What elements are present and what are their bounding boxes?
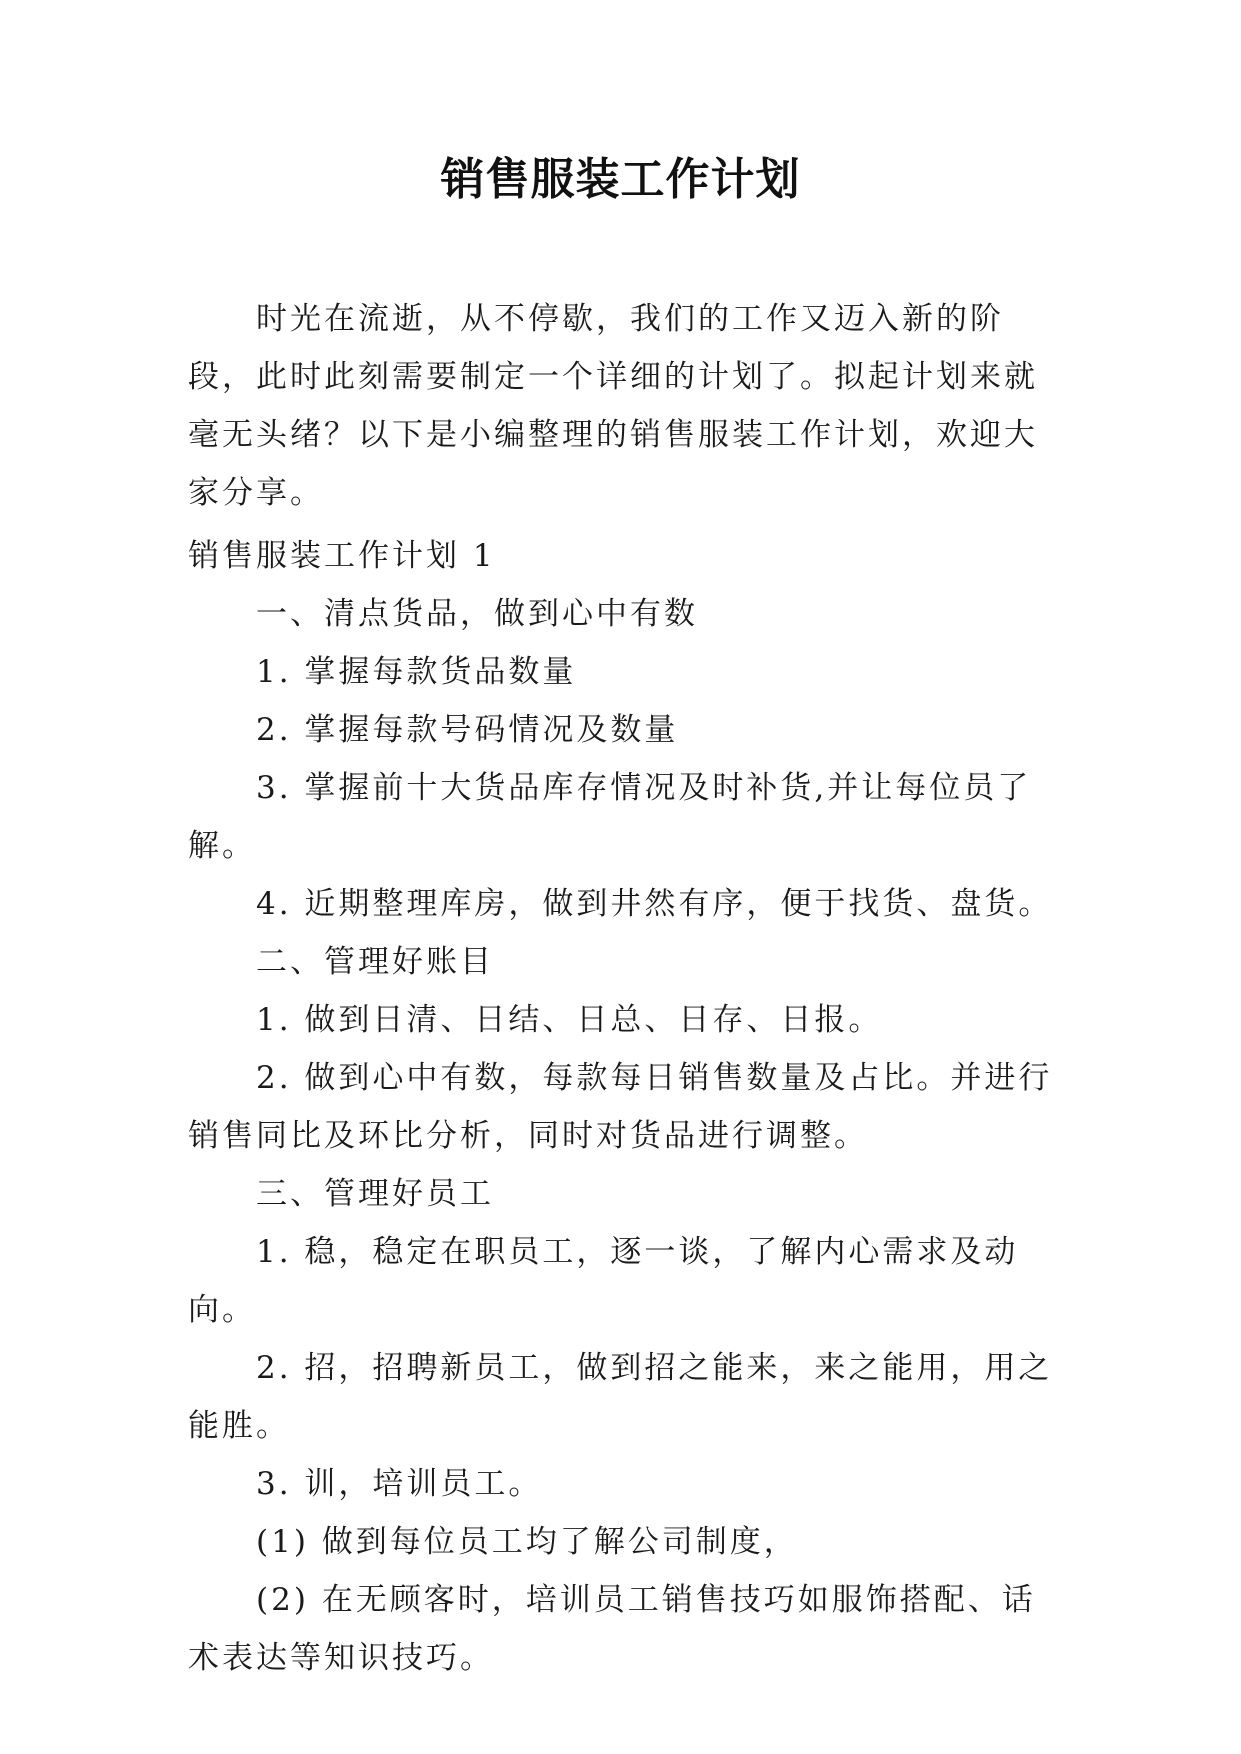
list-item: 4. 近期整理库房，做到井然有序，便于找货、盘货。 xyxy=(256,886,1053,922)
list-item: 2. 做到心中有数，每款每日销售数量及占比。并进行销售同比及环比分析，同时对货品进行调整。 xyxy=(188,1060,1053,1154)
list-item: 3. 训，培训员工。 xyxy=(256,1466,543,1502)
document-title: 销售服装工作计划 xyxy=(440,154,801,205)
intro-paragraph: 时光在流逝，从不停歇，我们的工作又迈入新的阶段，此时此刻需要制定一个详细的计划了。拟起计划来就毫无头绪？以下是小编整理的销售服装工作计划，欢迎大家分享。 xyxy=(188,301,1038,511)
list-item: 2. 掌握每款号码情况及数量 xyxy=(256,712,679,748)
sub-list-item: (2) 在无顾客时，培训员工销售技巧如服饰搭配、话术表达等知识技巧。 xyxy=(188,1582,1036,1676)
section-heading-1: 一、清点货品，做到心中有数 xyxy=(256,596,698,632)
list-item: 3. 掌握前十大货品库存情况及时补货,并让每位员了解。 xyxy=(188,770,1032,864)
list-item: 1. 稳，稳定在职员工，逐一谈，了解内心需求及动向。 xyxy=(188,1234,1019,1328)
list-item: 1. 掌握每款货品数量 xyxy=(256,654,577,690)
plan-heading: 销售服装工作计划 1 xyxy=(188,538,496,574)
plan-section xyxy=(188,527,1068,1687)
list-item: 2. 招，招聘新员工，做到招之能来，来之能用，用之能胜。 xyxy=(188,1350,1053,1444)
sub-list-item: (1) 做到每位员工均了解公司制度， xyxy=(256,1524,798,1560)
intro-section xyxy=(188,290,1068,522)
section-heading-3: 三、管理好员工 xyxy=(256,1176,494,1212)
list-item: 1. 做到日清、日结、日总、日存、日报。 xyxy=(256,1002,883,1038)
section-heading-2: 二、管理好账目 xyxy=(256,944,494,980)
